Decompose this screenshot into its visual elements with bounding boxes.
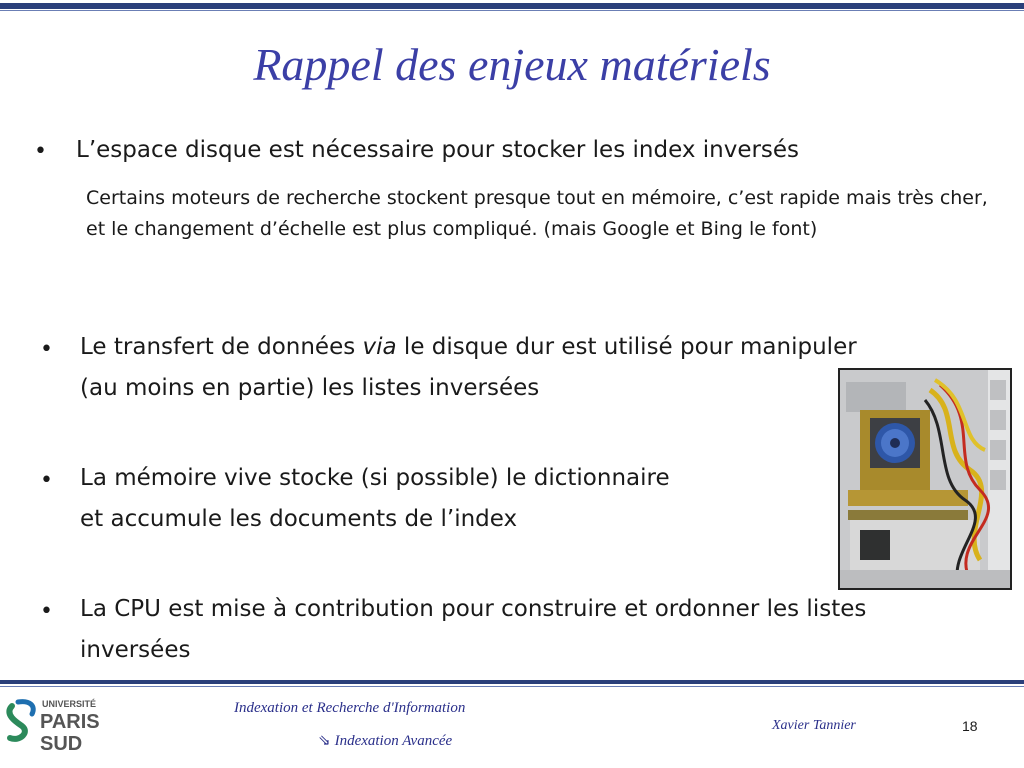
footer-chapter-label: Indexation Avancée <box>334 733 453 749</box>
top-rule <box>0 3 1024 9</box>
computer-internals-illustration <box>840 370 1010 588</box>
bullet-line: La mémoire vive stocke (si possible) le dictionnaire <box>80 465 670 491</box>
top-rule-thin <box>0 10 1024 11</box>
bullet-text: La CPU est mise à contribution pour construire et ordonner les listes inversées <box>80 596 867 663</box>
logo-text-sud: SUD <box>40 733 83 755</box>
bottom-rule <box>0 680 1024 684</box>
bullet-dot: • <box>34 139 47 164</box>
bottom-rule-thin <box>0 686 1024 687</box>
bullet-dot: • <box>40 337 53 362</box>
sub-paragraph-memory-engines: Certains moteurs de recherche stockent presque tout en mémoire, c’est rapide mais très cher, et le changement d’échelle est plus compliqué. (mais Google et Bing le font) <box>86 187 988 240</box>
computer-internals-photo <box>838 368 1012 590</box>
logo-text-paris: PARIS <box>40 711 100 733</box>
bullet-dot: • <box>40 468 53 493</box>
bullet-text-emphasis: via <box>362 334 397 360</box>
bullet-text-part: Le transfert de données <box>80 334 363 360</box>
footer-course-title: Indexation et Recherche d'Information <box>234 700 466 716</box>
universite-paris-sud-logo <box>6 692 116 756</box>
bullet-text <box>80 327 880 409</box>
bullet-dot: • <box>40 599 53 624</box>
bullet-line: et accumule les documents de l’index <box>80 506 518 532</box>
footer-chapter <box>318 731 452 750</box>
footer-author: Xavier Tannier <box>772 718 856 733</box>
slide-title: Rappel des enjeux matériels <box>253 39 771 90</box>
arrow-icon: ⇘ <box>318 733 331 749</box>
logo-text-universite: UNIVERSITÉ <box>42 699 97 709</box>
page-number: 18 <box>962 718 978 734</box>
bullet-text-part: le disque dur est utilisé pour manipuler (au moins en partie) les listes inversées <box>80 334 857 401</box>
bullet-text <box>80 458 810 540</box>
bullet-text: L’espace disque est nécessaire pour stocker les index inversés <box>76 137 800 163</box>
